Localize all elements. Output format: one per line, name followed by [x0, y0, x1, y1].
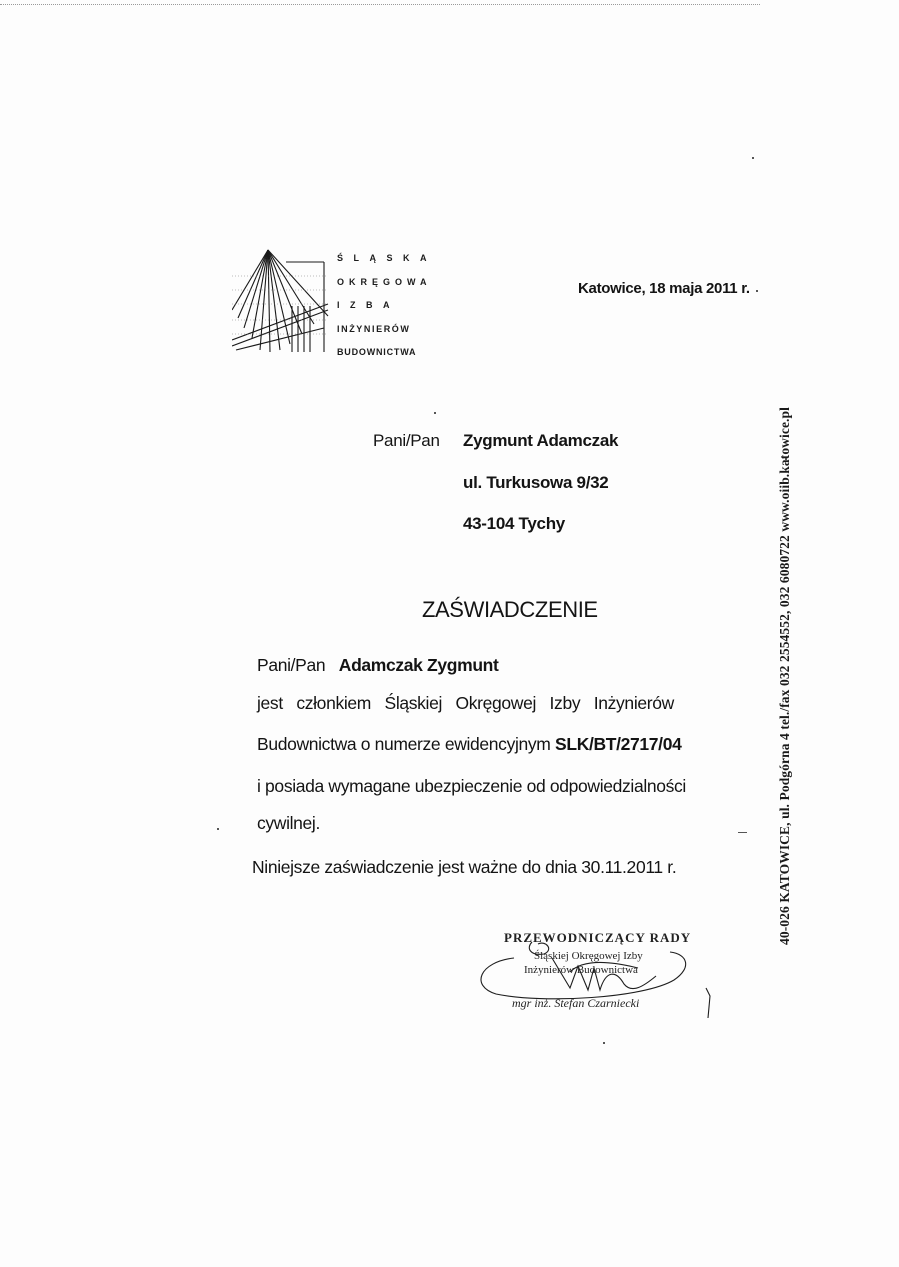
salutation-prefix: Pani/Pan [257, 655, 326, 675]
org-line: ŚLĄSKA [337, 253, 438, 263]
recipient-city: 43-104 Tychy [463, 514, 565, 533]
registration-number: SLK/BT/2717/04 [555, 734, 682, 754]
scan-speck [217, 828, 219, 830]
stamp-signatory: mgr inż. Stefan Czarniecki [512, 996, 640, 1010]
body-line-1: jest członkiem Śląskiej Okręgowej Izby Inżynierów [257, 693, 674, 713]
document-title: ZAŚWIADCZENIE [422, 597, 598, 622]
validity-statement: Niniejsze zaświadczenie jest ważne do dnia 30.11.2011 r. [252, 857, 677, 877]
issue-date: Katowice, 18 maja 2011 r. [578, 280, 750, 297]
oiib-logo-icon [232, 246, 332, 356]
scan-edge-line [0, 4, 760, 6]
scan-speck [603, 1042, 605, 1044]
salutation [257, 655, 499, 676]
body-line-4: cywilnej. [257, 813, 320, 833]
stamp-title: PRZEWODNICZĄCY RADY [504, 930, 692, 945]
body-line-2 [257, 734, 681, 755]
signature-stamp [474, 928, 724, 1024]
scan-speck [738, 832, 747, 833]
org-line: BUDOWNICTWA [337, 347, 417, 357]
org-line: OKRĘGOWA [337, 276, 432, 287]
stamp-line: Śląskiej Okręgowej Izby [534, 950, 643, 962]
recipient-name: Zygmunt Adamczak [463, 431, 619, 450]
letterhead-org-name [337, 252, 437, 370]
org-line: INŻYNIERÓW [337, 323, 411, 334]
scan-speck [756, 290, 758, 292]
stamp-line: Inżynierów Budownictwa [524, 964, 638, 976]
body-line-3: i posiada wymagane ubezpieczenie od odpowiedzialności [257, 776, 686, 796]
org-line: IZBA [337, 300, 400, 310]
recipient-prefix: Pani/Pan [373, 431, 440, 450]
scan-speck [434, 412, 436, 414]
side-contact-address: 40-026 KATOWICE, ul. Podgórna 4 tel./fax 032 2554552, 032 6080722 www.oiib.katowice.pl [777, 407, 792, 945]
recipient-street: ul. Turkusowa 9/32 [463, 473, 609, 492]
body-line-2-text: Budownictwa o numerze ewidencyjnym [257, 734, 551, 754]
scan-speck [752, 157, 754, 159]
salutation-name: Adamczak Zygmunt [338, 655, 499, 675]
